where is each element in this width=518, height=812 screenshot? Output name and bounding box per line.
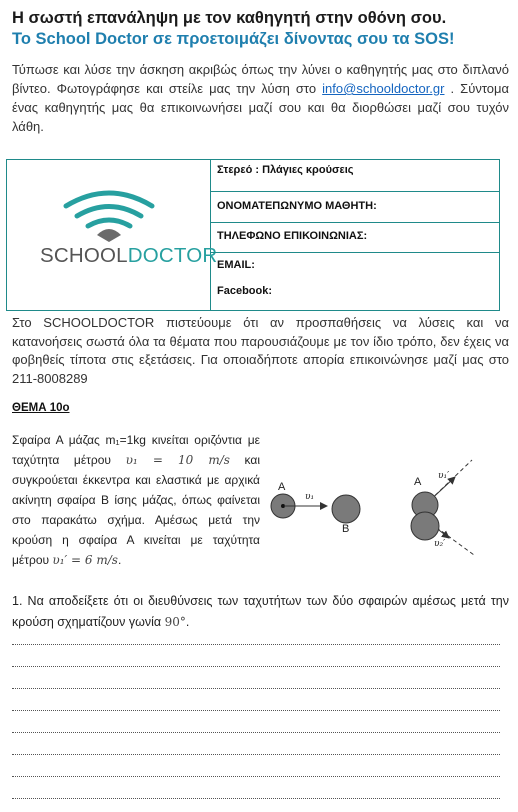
field-subject: Στερεό : Πλάγιες κρούσεις xyxy=(211,160,499,192)
page-subtitle: Το School Doctor σε προετοιμάζει δίνοντας σου τα SOS! xyxy=(12,30,455,48)
answer-line[interactable] xyxy=(12,644,500,645)
problem-heading: ΘΕΜΑ 10ο xyxy=(12,402,70,414)
logo-text-school: SCHOOL xyxy=(40,244,128,267)
label-v1: υ₁ xyxy=(305,492,315,502)
question-1-text: 1. Να αποδείξετε ότι οι διευθύνσεις των ταχυτήτων των δύο σφαιρών αμέσως μετά την κρούση σχηματίζουν γωνία xyxy=(12,594,509,629)
label-v1prime: υ₁′ xyxy=(438,471,450,481)
question-angle: 90° xyxy=(164,615,186,629)
logo-cell xyxy=(7,160,218,310)
answer-line[interactable] xyxy=(12,798,500,799)
label-v2prime: υ₂′ xyxy=(434,539,446,549)
label-b-left: B xyxy=(342,523,350,535)
problem-text xyxy=(12,430,260,570)
problem-text-2: και συγκρούεται έκκεντρα και ελαστικά με αρχικά ακίνητη σφαίρα Β ίσης μάζας, όπως φαίνεται στο παρακάτω σχήμα. Αμέσως μετά την κρούση η σφαίρα Α κινείται με ταχύτητα μέτρου xyxy=(12,453,260,567)
field-phone[interactable]: ΤΗΛΕΦΩΝΟ ΕΠΙΚΟΙΝΩΝΙΑΣ: xyxy=(211,223,499,253)
student-info-card xyxy=(6,159,500,311)
question-1 xyxy=(12,591,509,633)
logo-text-doctor: DOCTOR xyxy=(127,244,218,267)
intro-text-before: Τύπωσε και λύσε την άσκηση ακριβώς όπως την λύνει ο καθηγητής μας στο διπλανό βίντεο. Φωτογράφησε και στείλε μας την λύση στο xyxy=(12,62,509,96)
answer-line[interactable] xyxy=(12,732,500,733)
sphere-b-left xyxy=(332,495,360,523)
label-a-right: A xyxy=(414,476,422,488)
intro-text-after: . Σύντομα ένας καθηγητής μας θα επικοινωνήσει μαζί σου και θα διορθώσει μαζί σου τυχόν λάθη. xyxy=(12,81,510,134)
page-title: Η σωστή επανάληψη με τον καθηγητή στην οθόνη σου. xyxy=(12,9,447,27)
label-a-left: A xyxy=(278,481,286,493)
problem-text-end: . xyxy=(117,553,122,567)
body-paragraph: Στο SCHOOLDOCTOR πιστεύουμε ότι αν προσπαθήσεις να λύσεις και να κατανοήσεις σωστά όλα τα θέματα που παρουσιάζουμε με τον ίδιο τρόπο, δεν έχεις να φοβηθείς τίποτα στις εξετάσεις. Για οποιαδήποτε απορία επικοινώνησε μαζί μας στο 211-8008289 xyxy=(12,315,509,386)
field-email[interactable]: EMAIL: xyxy=(217,259,255,271)
answer-line[interactable] xyxy=(12,776,500,777)
field-student-name[interactable]: ΟΝΟΜΑΤΕΠΩΝΥΜΟ ΜΑΘΗΤΗ: xyxy=(211,192,499,223)
answer-line[interactable] xyxy=(12,710,500,711)
velocity-v1prime-math: υ₁′ = 6 m/s xyxy=(52,553,118,567)
email-link[interactable]: info@schooldoctor.gr xyxy=(322,81,445,96)
field-facebook[interactable]: Facebook: xyxy=(217,285,273,297)
velocity-v1-math: υ₁ = 10 m/s xyxy=(125,453,230,467)
logo-wordmark xyxy=(40,244,217,268)
answer-line[interactable] xyxy=(12,688,500,689)
sphere-b-right xyxy=(411,512,439,540)
question-1-end: . xyxy=(185,615,190,629)
intro-paragraph xyxy=(12,60,509,136)
problem-text-1: Σφαίρα Α μάζας m₁=1kg κινείται οριζόντια με ταχύτητα μέτρου xyxy=(12,433,260,467)
answer-line[interactable] xyxy=(12,754,500,755)
wifi-logo-icon xyxy=(7,160,210,310)
collision-figure xyxy=(262,455,512,585)
answer-line[interactable] xyxy=(12,666,500,667)
